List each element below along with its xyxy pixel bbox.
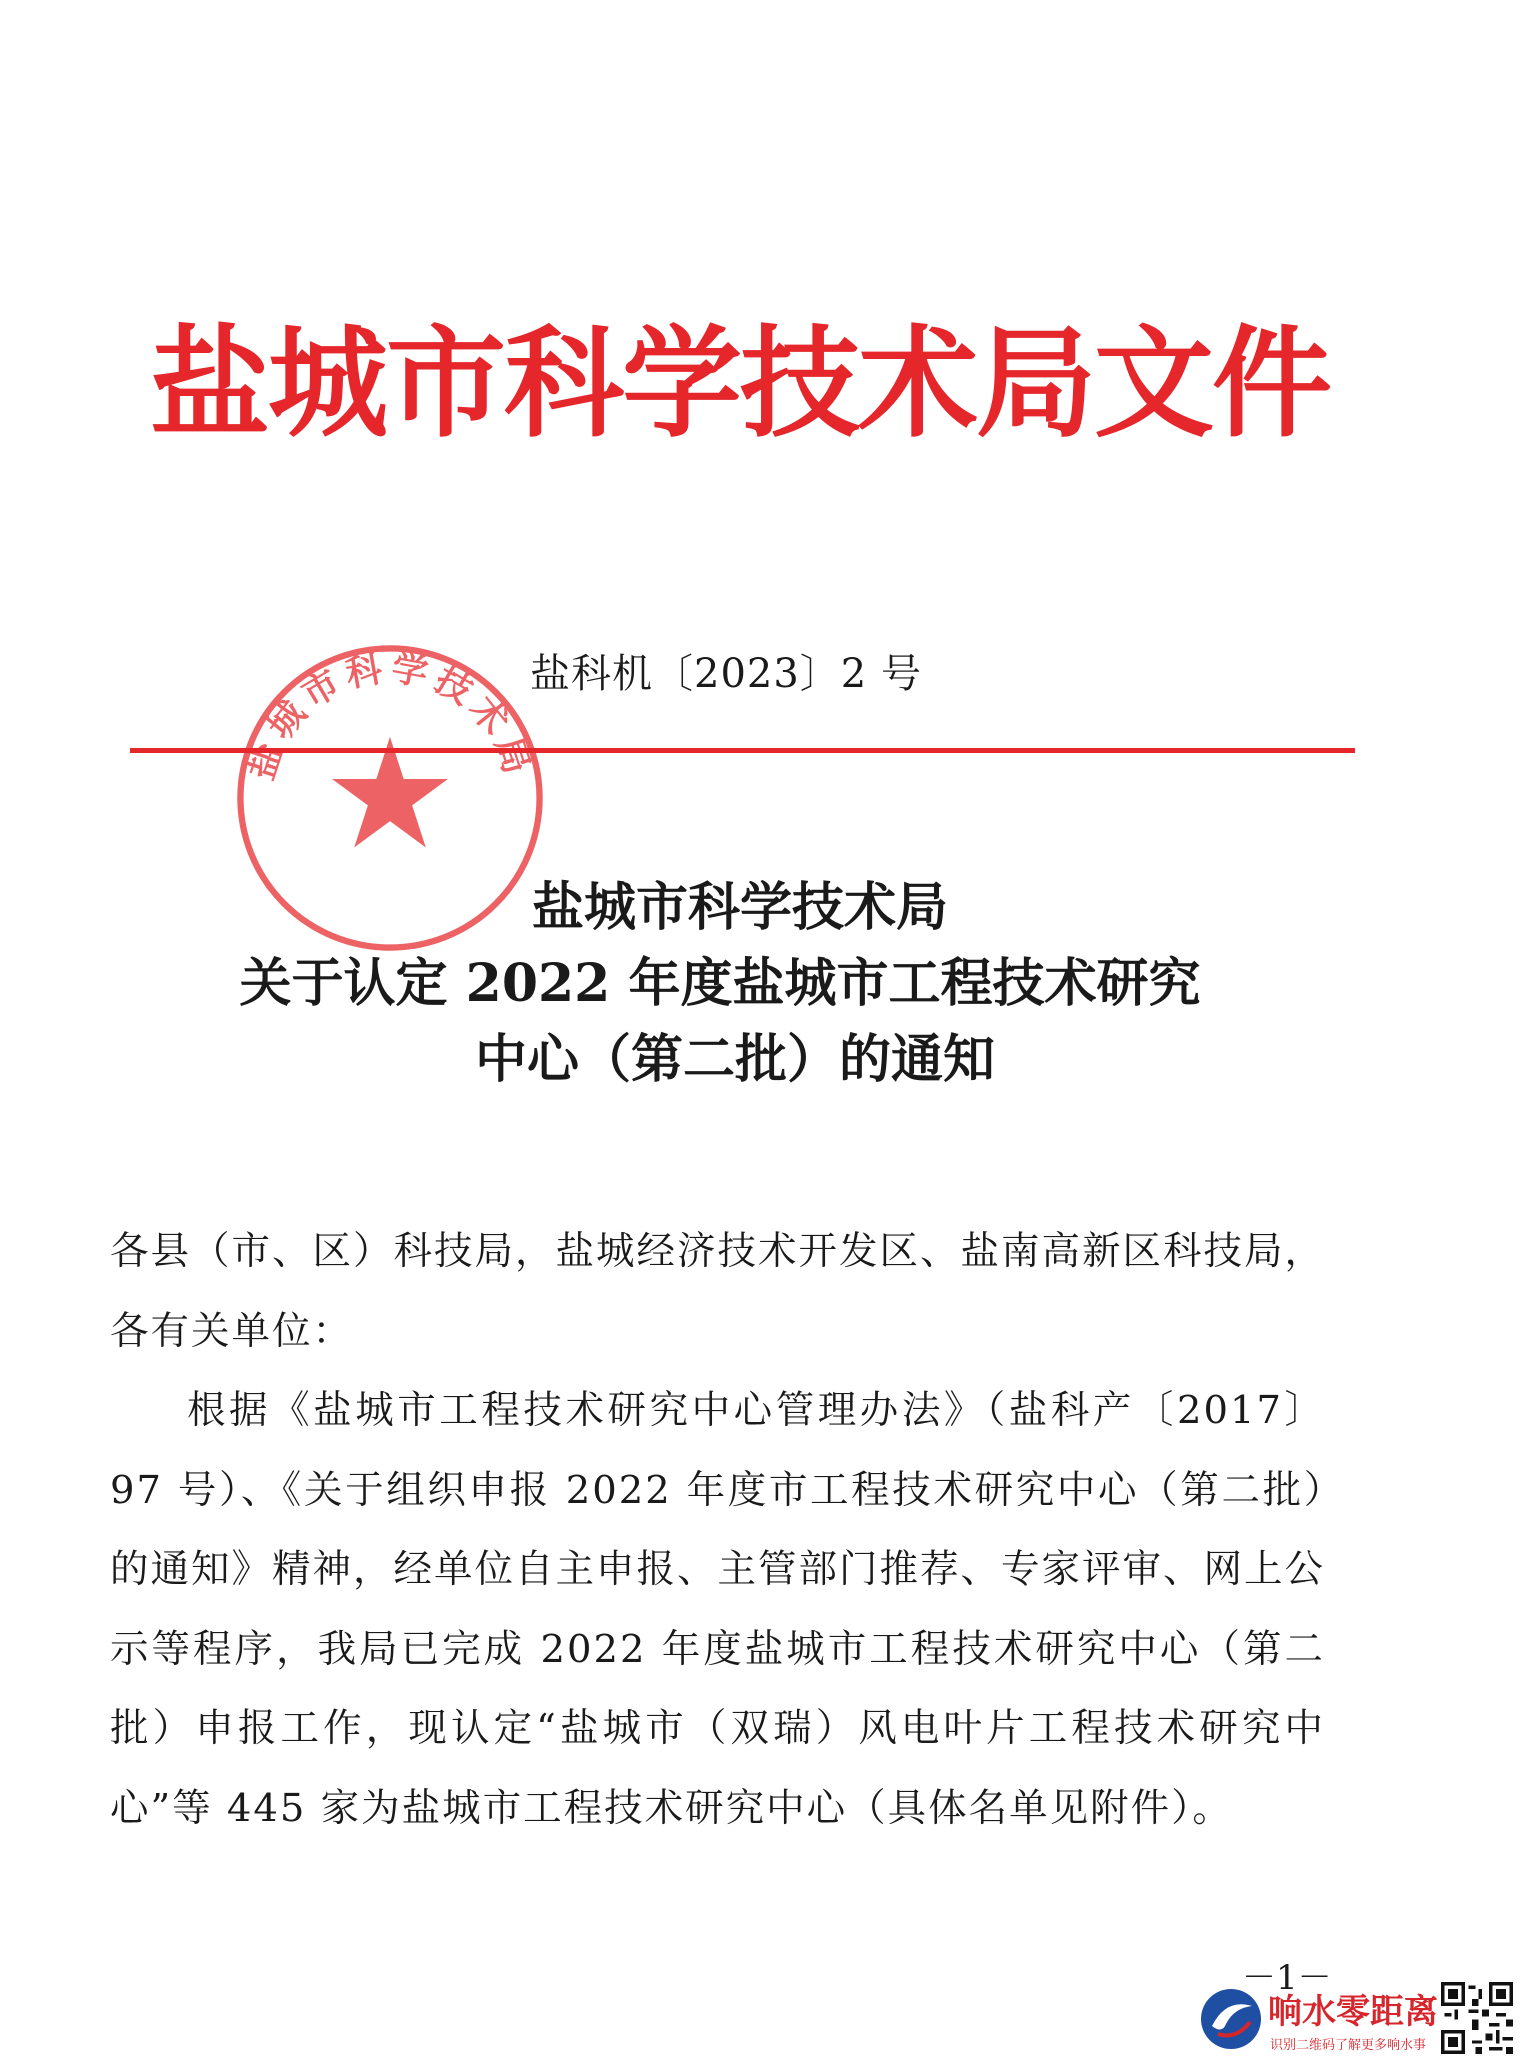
star-icon	[332, 737, 448, 848]
notice-title-line-1: 盐城市科学技术局	[531, 877, 948, 938]
notice-title	[0, 870, 1440, 1098]
document-number: 盐科机〔2023〕2 号	[530, 651, 922, 697]
qr-code-icon	[1441, 1982, 1513, 2054]
notice-title-line-3: 中心（第二批）的通知	[474, 1029, 995, 1090]
seal-text: 盐城市科学技术局	[241, 647, 539, 785]
watermark-caption: 识别二维码了解更多响水事	[1270, 2038, 1427, 2053]
swirl-logo-icon	[1196, 1984, 1266, 2054]
page-number: －1－	[1242, 1958, 1332, 1998]
source-watermark	[1196, 1982, 1516, 2062]
watermark-name: 响水零距离	[1268, 1992, 1438, 2032]
salutation: 各县（市、区）科技局，盐城经济技术开发区、盐南高新区科技局，各有关单位：	[110, 1229, 1326, 1354]
body-paragraph-1: 根据《盐城市工程技术研究中心管理办法》（盐科产〔2017〕97 号）、《关于组织申报 2022 年度市工程技术研究中心（第二批）的通知》精神，经单位自主申报、主管部门推荐、专家评审、网上公示等程序，我局已完成 2022 年度盐城市工程技术研究中心（第二批）申报工作，现认定“盐城市（双瑞）风电叶片工程技术研究中心”等 445 家为盐城市工程技术研究中心（具体名单见附件）。	[110, 1388, 1326, 1831]
agency-header-title: 盐城市科学技术局文件	[150, 315, 1330, 454]
notice-body	[110, 1212, 1325, 1848]
notice-title-line-2: 关于认定 2022 年度盐城市工程技术研究	[239, 953, 1201, 1014]
